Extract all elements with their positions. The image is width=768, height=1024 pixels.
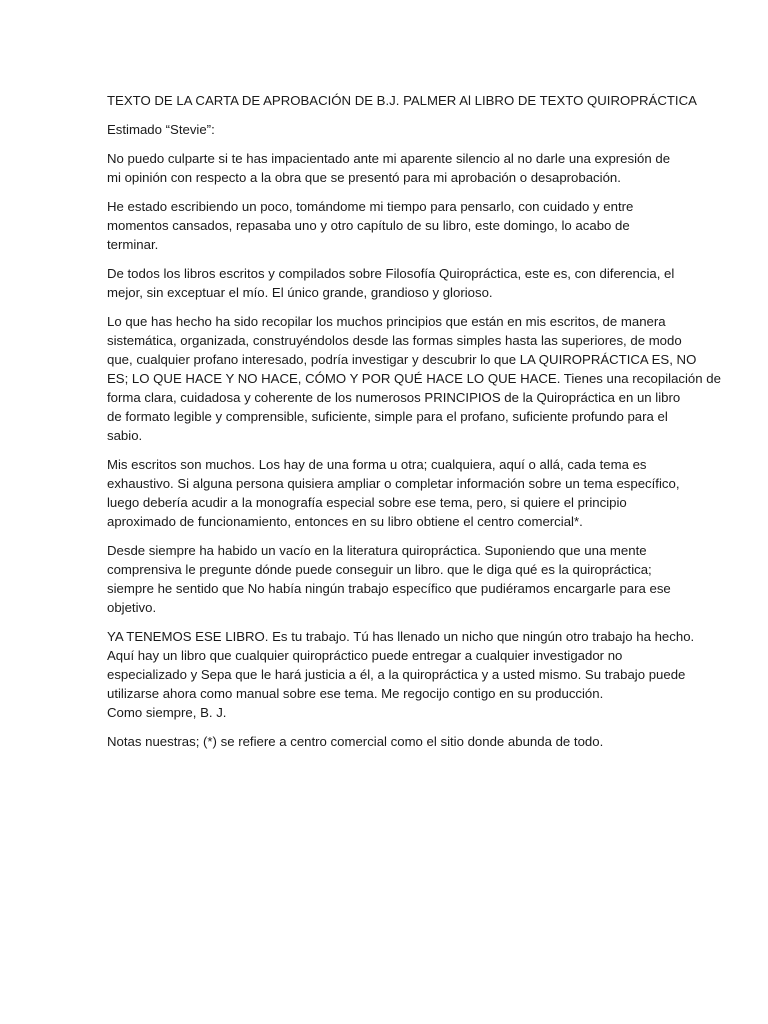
paragraph bbox=[107, 149, 671, 187]
paragraph-line: Lo que has hecho ha sido recopilar los muchos principios que están en mis escritos, de manera bbox=[107, 314, 666, 329]
paragraph-line: objetivo. bbox=[107, 600, 157, 615]
paragraph-line: sabio. bbox=[107, 428, 143, 443]
paragraph-list bbox=[107, 120, 721, 751]
paragraph-line: momentos cansados, repasaba uno y otro capítulo de su libro, este domingo, lo acabo de bbox=[107, 218, 630, 233]
paragraph bbox=[107, 312, 721, 445]
paragraph-line: ES; LO QUE HACE Y NO HACE, CÓMO Y POR QUÉ HACE LO QUE HACE. Tienes una recopilación de bbox=[107, 371, 721, 386]
paragraph-line: comprensiva le pregunte dónde puede conseguir un libro. que le diga qué es la quiropráctica; bbox=[107, 562, 652, 577]
title-line: TEXTO DE LA CARTA DE APROBACIÓN DE B.J. PALMER Al LIBRO DE TEXTO QUIROPRÁCTICA bbox=[107, 93, 697, 108]
paragraph-line: luego debería acudir a la monografía especial sobre ese tema, pero, si quiere el principio bbox=[107, 495, 627, 510]
paragraph-line: Mis escritos son muchos. Los hay de una forma u otra; cualquiera, aquí o allá, cada tema es bbox=[107, 457, 647, 472]
paragraph-line: sistemática, organizada, construyéndolos desde las formas simples hasta las superiores, de modo bbox=[107, 333, 682, 348]
paragraph-line: Aquí hay un libro que cualquier quiropráctico puede entregar a cualquier investigador no bbox=[107, 648, 623, 663]
paragraph-line: que, cualquier profano interesado, podría investigar y descubrir lo que LA QUIROPRÁCTICA ES, NO bbox=[107, 352, 697, 367]
paragraph bbox=[107, 120, 667, 139]
paragraph-line: aproximado de funcionamiento, entonces en su libro obtiene el centro comercial*. bbox=[107, 514, 583, 529]
paragraph-line: No puedo culparte si te has impacientado ante mi aparente silencio al no darle una expresión de bbox=[107, 151, 671, 166]
paragraph-line: exhaustivo. Si alguna persona quisiera ampliar o completar información sobre un tema específico, bbox=[107, 476, 680, 491]
paragraph-line: de formato legible y comprensible, suficiente, simple para el profano, suficiente profundo para el bbox=[107, 409, 668, 424]
paragraph-line: mejor, sin exceptuar el mío. El único grande, grandioso y glorioso. bbox=[107, 285, 493, 300]
document-title bbox=[107, 91, 697, 110]
paragraph bbox=[107, 541, 671, 617]
paragraph-line: especializado y Sepa que le hará justicia a él, a la quiropráctica y a usted mismo. Su trabajo puede bbox=[107, 667, 686, 682]
paragraph-line: YA TENEMOS ESE LIBRO. Es tu trabajo. Tú has llenado un nicho que ningún otro trabajo ha hecho. bbox=[107, 629, 695, 644]
paragraph-line: Como siempre, B. J. bbox=[107, 705, 227, 720]
paragraph-line: utilizarse ahora como manual sobre ese tema. Me regocijo contigo en su producción. bbox=[107, 686, 604, 701]
paragraph bbox=[107, 197, 667, 254]
paragraph-line: Desde siempre ha habido un vacío en la literatura quiropráctica. Suponiendo que una mente bbox=[107, 543, 647, 558]
paragraph bbox=[107, 732, 667, 751]
paragraph-line: Estimado “Stevie”: bbox=[107, 122, 215, 137]
paragraph-line: De todos los libros escritos y compilados sobre Filosofía Quiropráctica, este es, con diferencia, el bbox=[107, 266, 675, 281]
paragraph bbox=[107, 627, 695, 722]
paragraph-line: Notas nuestras; (*) se refiere a centro comercial como el sitio donde abunda de todo. bbox=[107, 734, 604, 749]
paragraph-line: siempre he sentido que No había ningún trabajo específico que pudiéramos encargarle para ese bbox=[107, 581, 671, 596]
paragraph bbox=[107, 455, 680, 531]
paragraph-line: forma clara, cuidadosa y coherente de los numerosos PRINCIPIOS de la Quiropráctica en un libro bbox=[107, 390, 681, 405]
paragraph bbox=[107, 264, 675, 302]
paragraph-line: He estado escribiendo un poco, tomándome mi tiempo para pensarlo, con cuidado y entre bbox=[107, 199, 634, 214]
letter-body bbox=[107, 91, 721, 761]
paragraph-line: mi opinión con respecto a la obra que se presentó para mi aprobación o desaprobación. bbox=[107, 170, 621, 185]
paragraph-line: terminar. bbox=[107, 237, 159, 252]
